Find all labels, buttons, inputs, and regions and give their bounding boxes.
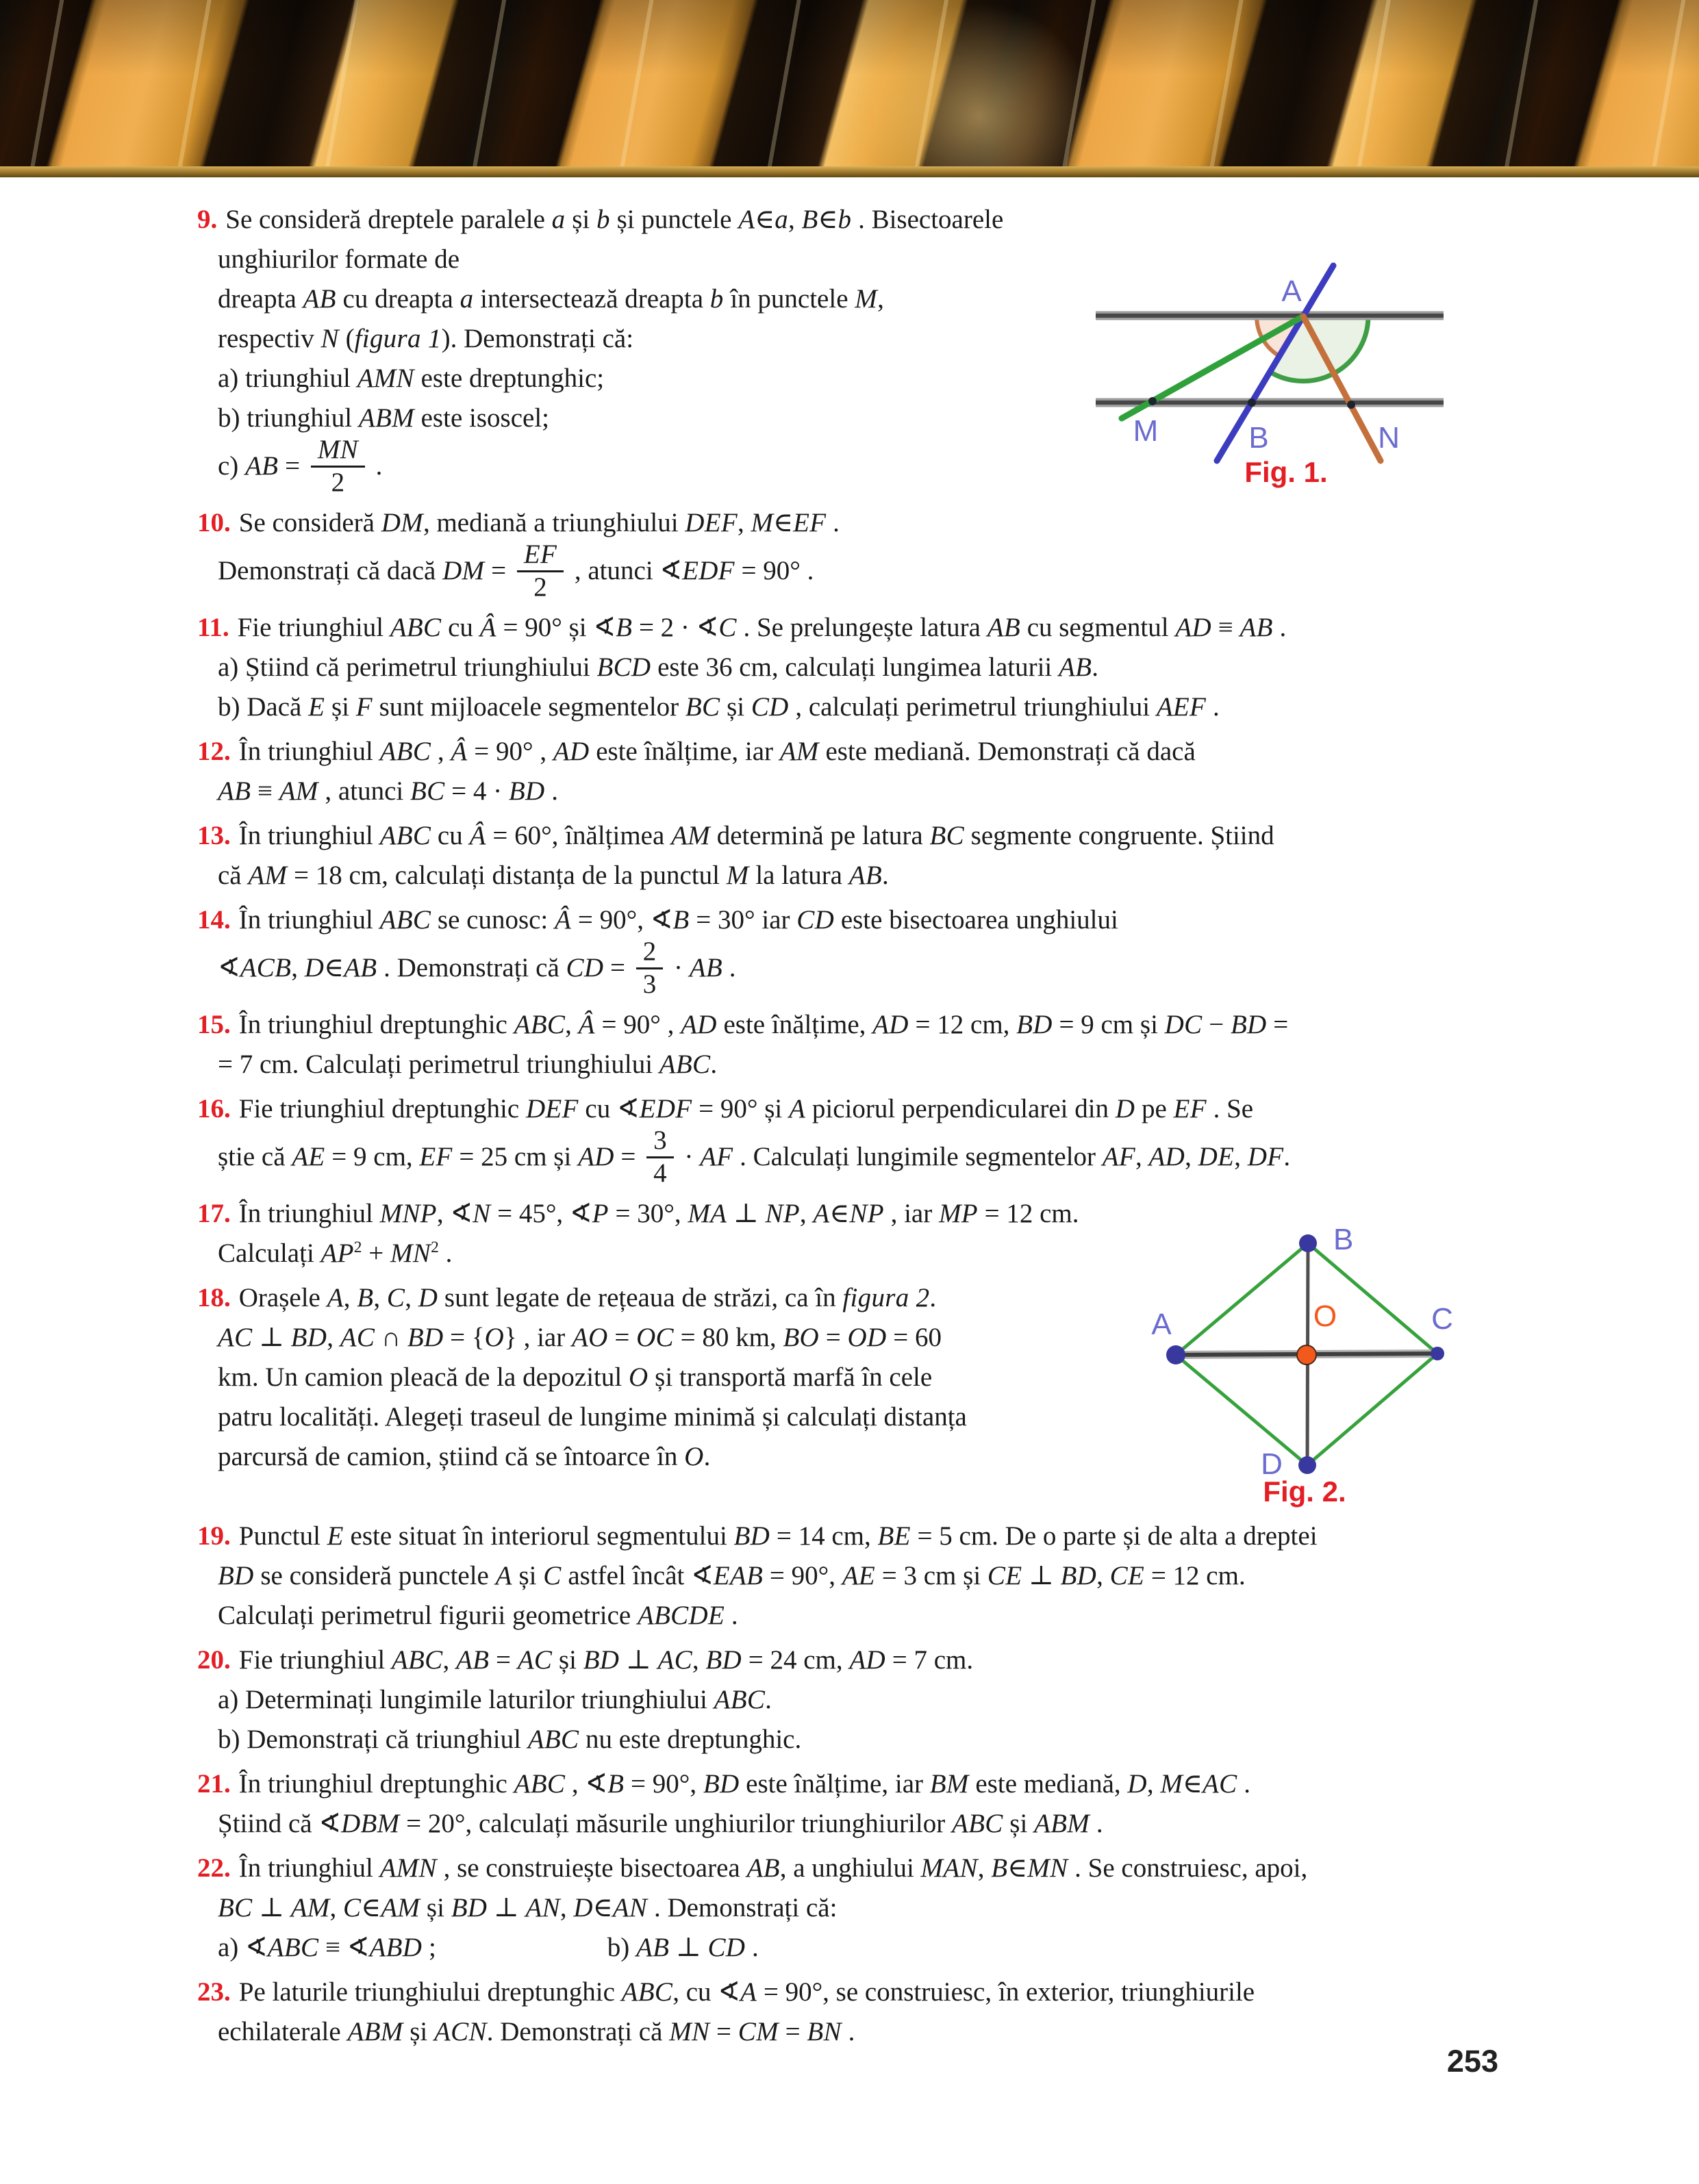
problem-item [197,732,1500,811]
fig1-label-b: B [1248,421,1269,455]
fig1-point-m [1148,397,1157,405]
problem-item [197,1972,1500,2052]
fig2-road-bc [1308,1243,1437,1354]
fig2-label-c: C [1431,1302,1453,1336]
fig1-label-m: M [1133,414,1159,448]
problem-text: Se consideră dreptele paralele a și b și punctele A∈a, B∈b . Bisectoarele unghiurilor formate de dreapta AB cu dreapta a intersectează dreapta b în punctele M, respectiv N (figura 1). Demonstrați că: a) triunghiul AMN este dreptunghic; b) triunghiul ABM este isoscel; c) AB = $\frac{MN}{2}$ . [218,205,1004,497]
figure-1 [1081,259,1500,489]
problem-item [197,1849,1500,1968]
problem-text: Fie triunghiul dreptunghic DEF cu ∢EDF = 90° și A piciorul perpendicularei din D pe EF . Se știe că AE = 9 cm, EF = 25 cm și AD = $\frac{3}{4}$ · AF . Calculați lungimile segmentelor AF, AD, DE, DF. [218,1094,1291,1188]
problem-item [197,503,1500,603]
fig2-caption: Fig. 2. [1263,1475,1346,1508]
problem-text: În triunghiul MNP, ∢N = 45°, ∢P = 30°, MA ⊥ NP, A∈NP , iar MP = 12 cm. Calculați $AP^2 + MN^2$ . [218,1199,1079,1269]
problem-number: 10. [197,508,231,538]
fig2-label-a: A [1151,1308,1172,1342]
fig2-drawing [1089,1228,1500,1510]
problem-text: Punctul E este situat în interiorul segmentului BD = 14 cm, BE = 5 cm. De o parte și de alta a dreptei BD se consideră punctele A și C astfel încât ∢EAB = 90°, AE = 3 cm și CE ⊥ BD, CE = 12 cm. Calculați perimetrul figurii geometrice ABCDE . [218,1521,1318,1631]
fig2-road-cd [1307,1354,1437,1465]
problem-item [197,200,1500,498]
problem-text: În triunghiul ABC cu Â = 60°, înălțimea AM determină pe latura BC segmente congruente. Știind că AM = 18 cm, calculați distanța de la punctul M la latura AB. [218,821,1274,891]
problem-item [197,608,1500,727]
fig1-caption: Fig. 1. [1244,456,1328,488]
problem-text: În triunghiul dreptunghic ABC , ∢B = 90°, BD este înălțime, iar BM este mediană, D, M∈AC . Știind că ∢DBM = 20°, calculați măsurile unghiurilor triunghiurilor ABC și ABM . [218,1769,1250,1839]
problem-item [197,1516,1500,1636]
problem-text: Se consideră DM, mediană a triunghiului DEF, M∈EF . Demonstrați că dacă DM = $\frac{EF}{2}$ , atunci ∢EDF = 90° . [218,508,840,602]
problem-item [197,1640,1500,1760]
problem-text: Pe laturile triunghiului dreptunghic ABC, cu ∢A = 90°, se construiesc, în exterior, triunghiurile echilaterale ABM și ACN. Demonstrați că MN = CM = BN . [218,1977,1255,2047]
problem-text: În triunghiul dreptunghic ABC, Â = 90° , AD este înălțime, AD = 12 cm, BD = 9 cm și DC − BD = = 7 cm. Calculați perimetrul triunghiului ABC. [218,1010,1289,1080]
problem-number: 15. [197,1010,231,1040]
fig2-point-a [1166,1345,1185,1364]
fig2-point-b [1299,1234,1317,1252]
problem-item [197,816,1500,896]
fig1-point-b [1248,398,1256,407]
problem-text: În triunghiul ABC , Â = 90° , AD este înălțime, iar AM este mediană. Demonstrați că dacă AB ≡ AM , atunci BC = 4 · BD . [218,737,1196,807]
problem-item [197,900,1500,1000]
problem-number: 18. [197,1283,231,1313]
fig2-road-da [1176,1355,1307,1465]
problem-number: 9. [197,205,218,234]
header-artwork [0,0,1699,166]
problem-number: 21. [197,1769,231,1799]
problem-number: 19. [197,1521,231,1551]
fig1-label-a: A [1281,275,1302,308]
fig2-label-d: D [1261,1447,1283,1482]
fig2-road-ab [1176,1243,1308,1355]
fig2-label-o: O [1313,1299,1337,1334]
problem-text: Orașele A, B, C, D sunt legate de rețeaua de străzi, ca în figura 2. AC ⊥ BD, AC ∩ BD = {O} , iar AO = OC = 80 km, BO = OD = 60 km. Un camion pleacă de la depozitul O și transportă marfă în cele patru localități. Alegeți traseul de lungime minimă și calculați distanța parcursă de camion, știind că se întoarce în O. [218,1283,967,1472]
header-divider-bar [0,166,1699,177]
fig2-point-c [1431,1347,1444,1360]
problem-item [197,1764,1500,1844]
problem-text: Fie triunghiul ABC cu Â = 90° și ∢B = 2 · ∢C . Se prelungește latura AB cu segmentul AD ≡ AB . a) Știind că perimetrul triunghiului BCD este 36 cm, calculați lungimea laturii AB. b) Dacă E și F sunt mijloacele segmentelor BC și CD , calculați perimetrul triunghiului AEF . [218,613,1287,722]
problem-text: În triunghiul ABC se cunosc: Â = 90°, ∢B = 30° iar CD este bisectoarea unghiului ∢ACB, D∈AB . Demonstrați că CD = $\frac{2}{3}$ · AB . [218,905,1118,999]
problem-number: 17. [197,1199,231,1229]
problem-item [197,1089,1500,1189]
problem-number: 14. [197,905,231,935]
figure-2 [1089,1228,1500,1510]
problem-number: 22. [197,1853,231,1883]
fig2-point-o [1297,1345,1316,1364]
problem-text: Fie triunghiul ABC, AB = AC și BD ⊥ AC, BD = 24 cm, AD = 7 cm. a) Determinați lungimile laturilor triunghiului ABC. b) Demonstrați că triunghiul ABC nu este dreptunghic. [218,1645,974,1755]
fig1-point-n [1347,401,1355,409]
problem-number: 12. [197,737,231,767]
problem-number: 13. [197,821,231,851]
problem-number: 11. [197,613,229,643]
fig1-label-n: N [1378,421,1400,455]
problem-number: 20. [197,1645,231,1675]
problem-text: În triunghiul AMN , se construiește bisectoarea AB, a unghiului MAN, B∈MN . Se construiesc, apoi, BC ⊥ AM, C∈AM și BD ⊥ AN, D∈AN . Demonstrați că: a) ∢ABC ≡ ∢ABD ; b) AB ⊥ CD . [218,1853,1308,1963]
problem-item [197,1005,1500,1084]
problems-list [197,200,1500,2052]
fig1-drawing [1081,259,1500,489]
problem-number: 23. [197,1977,231,2007]
page-number: 253 [1446,2044,1498,2079]
fig2-point-d [1298,1456,1316,1474]
problem-number: 16. [197,1094,231,1124]
problems-section [0,177,1699,2052]
fig2-label-b: B [1333,1228,1354,1257]
